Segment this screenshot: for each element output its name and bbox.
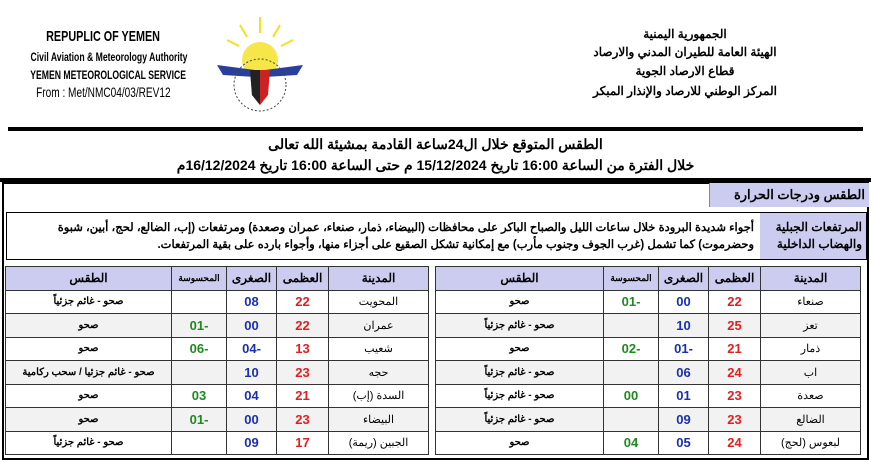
min-temp: -01 bbox=[659, 337, 709, 361]
felt-temp: 03 bbox=[172, 384, 227, 408]
min-temp: 00 bbox=[659, 290, 709, 314]
max-temp: 22 bbox=[709, 290, 761, 314]
felt-temp bbox=[172, 431, 227, 455]
weather-desc: صحو - غائم جزئياً bbox=[436, 408, 604, 432]
max-temp: 23 bbox=[277, 408, 329, 432]
city-name: شعيب bbox=[329, 337, 429, 361]
left-city-table bbox=[5, 266, 429, 455]
header-en-1: REPUPLIC OF YEMEN bbox=[46, 28, 160, 45]
felt-temp: -02 bbox=[604, 337, 659, 361]
weather-desc: صحو - غائم جزئياً bbox=[436, 361, 604, 385]
city-name: عمران bbox=[329, 314, 429, 338]
max-temp: 25 bbox=[709, 314, 761, 338]
header-ar-2: الهيئة العامة للطيران المدني والارصاد bbox=[593, 45, 777, 59]
table-row bbox=[436, 431, 861, 455]
forecast-period: خلال الفترة من الساعة 16:00 تاريخ 15/12/2024 م حتى الساعة 16:00 تاريخ 16/12/2024م bbox=[176, 157, 695, 173]
felt-temp bbox=[604, 408, 659, 432]
max-temp: 13 bbox=[277, 337, 329, 361]
weather-desc: صحو - غائم جزئيا / سحب ركامية bbox=[6, 361, 172, 385]
weather-desc: صحو bbox=[6, 408, 172, 432]
table-row bbox=[436, 314, 861, 338]
weather-desc: صحو - غائم جزئياً bbox=[6, 431, 172, 455]
min-temp: 09 bbox=[227, 431, 277, 455]
region-label: المرتفعات الجبلية والهضاب الداخلية bbox=[760, 213, 866, 259]
table-row bbox=[436, 290, 861, 314]
felt-temp bbox=[172, 361, 227, 385]
col-max: العظمى bbox=[709, 267, 761, 291]
city-name: الجبين (ريمة) bbox=[329, 431, 429, 455]
city-name: البيضاء bbox=[329, 408, 429, 432]
min-temp: 10 bbox=[659, 314, 709, 338]
table-row bbox=[6, 290, 429, 314]
city-name: المحويت bbox=[329, 290, 429, 314]
col-max: العظمى bbox=[277, 267, 329, 291]
felt-temp: -01 bbox=[604, 290, 659, 314]
weather-desc: صحو - غائم جزئياً bbox=[436, 384, 604, 408]
min-temp: 00 bbox=[227, 408, 277, 432]
city-name: ذمار bbox=[761, 337, 861, 361]
weather-desc: صحو bbox=[436, 431, 604, 455]
max-temp: 21 bbox=[709, 337, 761, 361]
weather-desc: صحو bbox=[6, 314, 172, 338]
col-city: المدينة bbox=[761, 267, 861, 291]
col-city: المدينة bbox=[329, 267, 429, 291]
col-weather: الطقس bbox=[6, 267, 172, 291]
felt-temp bbox=[604, 361, 659, 385]
max-temp: 23 bbox=[277, 361, 329, 385]
felt-temp bbox=[172, 290, 227, 314]
weather-desc: صحو - غائم جزئياً bbox=[436, 314, 604, 338]
max-temp: 17 bbox=[277, 431, 329, 455]
city-name: لبعوس (لحج) bbox=[761, 431, 861, 455]
header-ar-3: قطاع الارصاد الجوية bbox=[635, 64, 735, 78]
min-temp: 04 bbox=[227, 384, 277, 408]
city-name: حجه bbox=[329, 361, 429, 385]
min-temp: 05 bbox=[659, 431, 709, 455]
table-header bbox=[6, 267, 429, 291]
table-row bbox=[436, 384, 861, 408]
table-row bbox=[6, 337, 429, 361]
table-row bbox=[6, 384, 429, 408]
col-min: الصغرى bbox=[659, 267, 709, 291]
min-temp: 01 bbox=[659, 384, 709, 408]
max-temp: 22 bbox=[277, 290, 329, 314]
header-en-3: YEMEN METEOROLOGICAL SERVICE bbox=[30, 68, 186, 82]
col-min: الصغرى bbox=[227, 267, 277, 291]
table-header bbox=[436, 267, 861, 291]
region-text: أجواء شديدة البرودة خلال ساعات الليل والصباح الباكر على محافظات (البيضاء، ذمار، صنعاء، عمران وصعدة) ومرتفعات (إب، الضالع، لحج، أبين، شبوة وحضرموت) كما تشمل (غرب الجوف وجنوب مأرب) مع إمكانية تشكل الصقيع على أجزاء منها، وأجواء بارده على بقية المرتفعات. bbox=[57, 222, 754, 251]
table-row bbox=[6, 361, 429, 385]
felt-temp: 04 bbox=[604, 431, 659, 455]
section-title: الطقس ودرجات الحرارة bbox=[709, 183, 869, 207]
weather-desc: صحو bbox=[6, 384, 172, 408]
max-temp: 24 bbox=[709, 431, 761, 455]
divider bbox=[8, 127, 863, 131]
max-temp: 24 bbox=[709, 361, 761, 385]
felt-temp bbox=[604, 314, 659, 338]
weather-desc: صحو bbox=[436, 337, 604, 361]
min-temp: 09 bbox=[659, 408, 709, 432]
right-city-table bbox=[435, 266, 861, 455]
table-row bbox=[6, 314, 429, 338]
authority-logo bbox=[215, 15, 305, 115]
table-row bbox=[6, 431, 429, 455]
col-weather: الطقس bbox=[436, 267, 604, 291]
max-temp: 23 bbox=[709, 408, 761, 432]
city-name: السدة (إب) bbox=[329, 384, 429, 408]
max-temp: 21 bbox=[277, 384, 329, 408]
weather-desc: صحو bbox=[6, 337, 172, 361]
felt-temp: -01 bbox=[172, 314, 227, 338]
max-temp: 22 bbox=[277, 314, 329, 338]
city-name: تعز bbox=[761, 314, 861, 338]
header-en-4: From : Met/NMC04/03/REV12 bbox=[35, 84, 171, 100]
table-row bbox=[436, 408, 861, 432]
city-name: صنعاء bbox=[761, 290, 861, 314]
header-en-2: Civil Aviation & Meteorology Authority bbox=[30, 50, 188, 64]
min-temp: 06 bbox=[659, 361, 709, 385]
felt-temp: 00 bbox=[604, 384, 659, 408]
forecast-title: الطقس المتوقع خلال ال24ساعة القادمة بمشيئة الله تعالى bbox=[268, 136, 603, 152]
header-ar-4: المركز الوطني للارصاد والإنذار المبكر bbox=[593, 84, 777, 98]
felt-temp: -01 bbox=[172, 408, 227, 432]
min-temp: -04 bbox=[227, 337, 277, 361]
col-felt: المحسوسة bbox=[172, 267, 227, 291]
weather-desc: صحو bbox=[436, 290, 604, 314]
max-temp: 23 bbox=[709, 384, 761, 408]
city-name: صعدة bbox=[761, 384, 861, 408]
region-row bbox=[6, 212, 867, 260]
min-temp: 08 bbox=[227, 290, 277, 314]
table-row bbox=[6, 408, 429, 432]
header-ar-1: الجمهورية اليمنية bbox=[643, 27, 727, 41]
col-felt: المحسوسة bbox=[604, 267, 659, 291]
table-row bbox=[436, 337, 861, 361]
city-name: اب bbox=[761, 361, 861, 385]
min-temp: 00 bbox=[227, 314, 277, 338]
city-name: الضالع bbox=[761, 408, 861, 432]
weather-desc: صحو - غائم جزئياً bbox=[6, 290, 172, 314]
min-temp: 10 bbox=[227, 361, 277, 385]
table-row bbox=[436, 361, 861, 385]
felt-temp: -06 bbox=[172, 337, 227, 361]
